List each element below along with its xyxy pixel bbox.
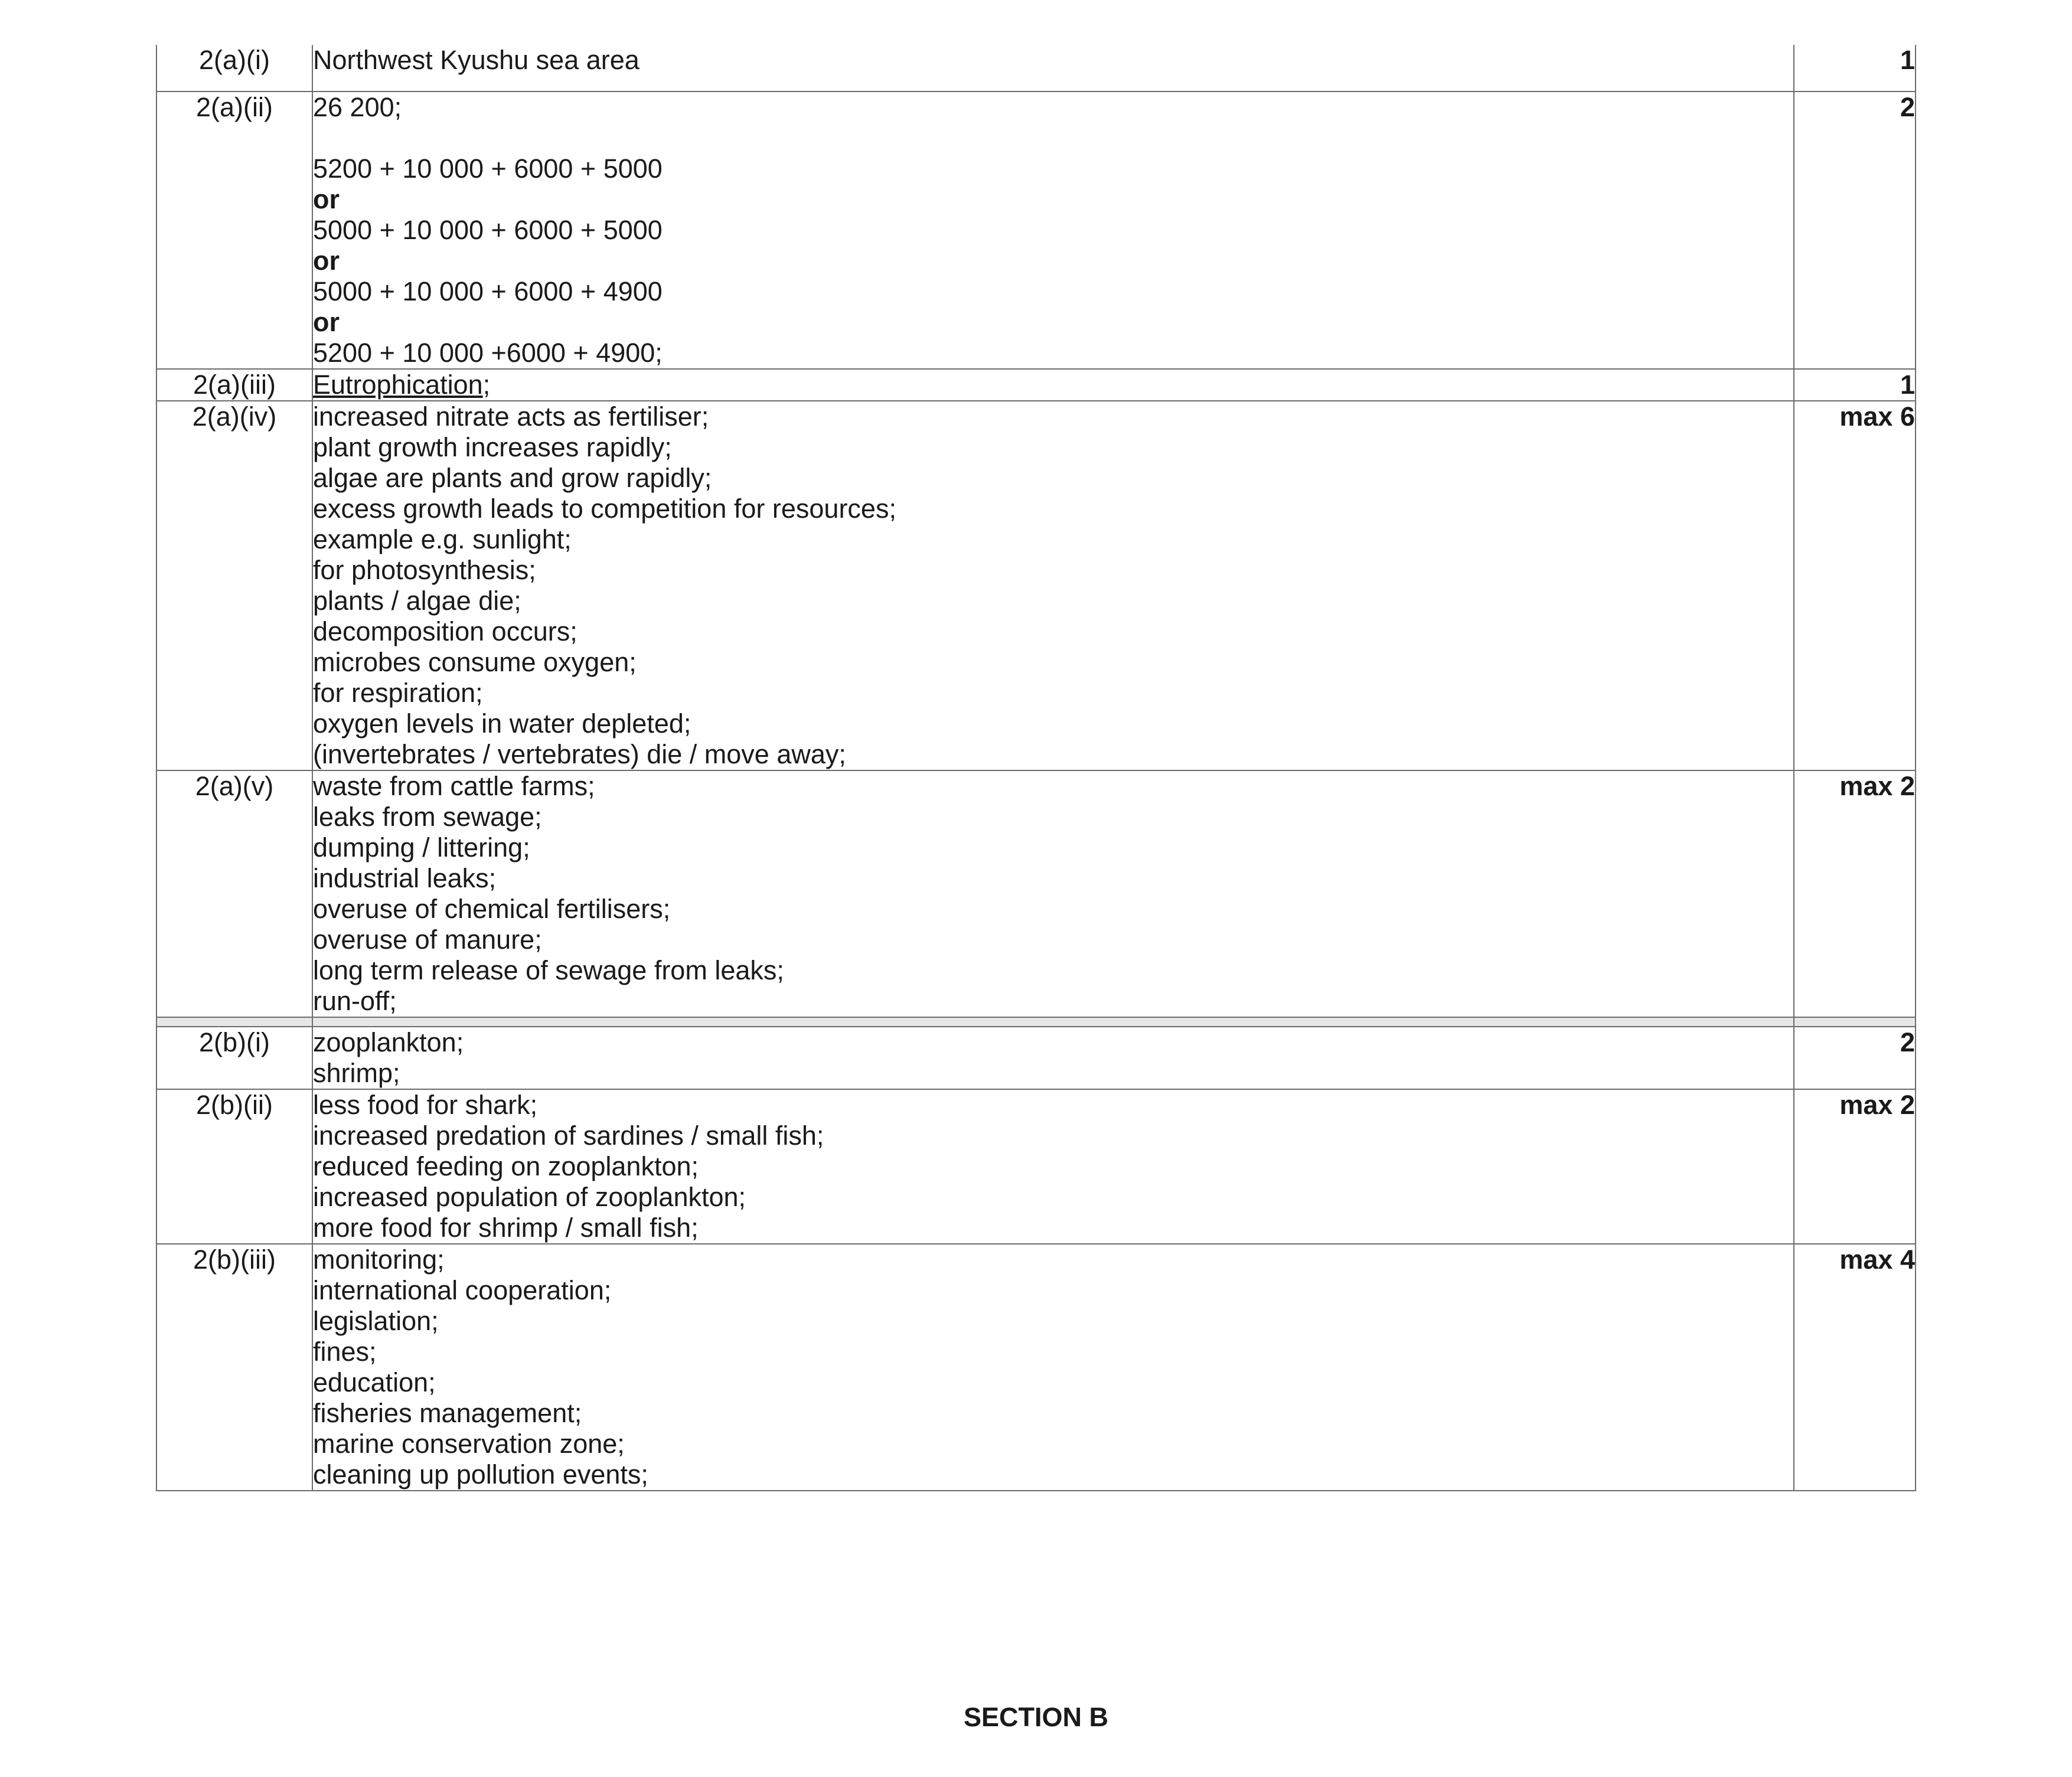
marks-cell: max 2 [1794,770,1916,1017]
answer-line: for photosynthesis; [313,555,536,585]
table-row [156,401,1916,770]
answer-line: industrial leaks; [313,863,497,893]
key-term: Eutrophication [313,370,483,400]
question-number: 2(a)(i) [156,45,312,92]
mark-scheme-table [156,45,1916,1491]
answer-line: dumping / littering; [313,832,530,863]
or-connector: or [313,184,340,214]
answer-line: international cooperation; [313,1275,612,1305]
answer-line: run-off; [313,986,397,1016]
answer-line: more food for shrimp / small fish; [313,1213,699,1243]
table-separator [156,1017,1916,1027]
answer-line: microbes consume oxygen; [313,647,637,677]
question-number: 2(a)(v) [156,770,312,1017]
separator-cell [156,1017,312,1027]
answer-cell [312,1089,1794,1244]
answer-cell [312,92,1794,369]
answer-line: plants / algae die; [313,586,521,616]
answer-line: algae are plants and grow rapidly; [313,463,712,493]
answer-line: leaks from sewage; [313,802,542,832]
answer-cell [312,1027,1794,1089]
punctuation: ; [482,370,491,400]
answer-cell [312,401,1794,770]
or-connector: or [313,246,340,276]
table-row [156,92,1916,369]
answer-cell [312,45,1794,92]
answer-line: overuse of chemical fertilisers; [313,894,671,924]
spacer [313,123,1793,153]
marks-cell: 2 [1794,1027,1916,1089]
answer-line: decomposition occurs; [313,616,577,646]
table-row [156,1027,1916,1089]
answer-line: 5200 + 10 000 +6000 + 4900; [313,338,663,368]
marks-cell: 2 [1794,92,1916,369]
answer-line: increased population of zooplankton; [313,1182,746,1212]
table-row [156,770,1916,1017]
answer-line: education; [313,1367,436,1397]
answer-line: example e.g. sunlight; [313,524,572,554]
answer-line: marine conservation zone; [313,1429,625,1459]
question-number: 2(b)(ii) [156,1089,312,1244]
answer-cell [312,1244,1794,1491]
table-row [156,1089,1916,1244]
answer-line: fisheries management; [313,1398,582,1428]
marks-cell: 1 [1794,45,1916,92]
answer-line: 5200 + 10 000 + 6000 + 5000 [313,153,663,184]
question-number: 2(b)(i) [156,1027,312,1089]
table-row [156,45,1916,92]
answer-line: excess growth leads to competition for resources; [313,494,896,524]
answer-line: 26 200; [313,92,402,122]
question-number: 2(a)(ii) [156,92,312,369]
answer-cell [312,770,1794,1017]
answer-line: long term release of sewage from leaks; [313,955,784,985]
separator-cell [312,1017,1794,1027]
question-number: 2(b)(iii) [156,1244,312,1491]
answer-cell [312,369,1794,401]
table-row [156,1244,1916,1491]
mark-scheme-page [156,45,1916,1491]
answer-line: reduced feeding on zooplankton; [313,1151,699,1181]
answer-line: increased predation of sardines / small fish; [313,1121,824,1151]
question-number: 2(a)(iii) [156,369,312,401]
answer-line: legislation; [313,1306,439,1336]
question-number: 2(a)(iv) [156,401,312,770]
answer-line: waste from cattle farms; [313,771,595,801]
answer-line: cleaning up pollution events; [313,1459,648,1489]
table-row [156,369,1916,401]
answer-line: increased nitrate acts as fertiliser; [313,401,709,432]
answer-line: fines; [313,1337,377,1367]
answer-line: monitoring; [313,1244,445,1275]
answer-line: Northwest Kyushu sea area [313,45,639,75]
answer-line: overuse of manure; [313,925,542,955]
answer-line: less food for shark; [313,1090,538,1120]
answer-line [313,370,1793,400]
answer-line: 5000 + 10 000 + 6000 + 5000 [313,215,663,245]
answer-line: 5000 + 10 000 + 6000 + 4900 [313,276,663,306]
marks-cell: max 4 [1794,1244,1916,1491]
marks-cell: max 2 [1794,1089,1916,1244]
separator-cell [1794,1017,1916,1027]
answer-line: plant growth increases rapidly; [313,432,672,462]
answer-line: oxygen levels in water depleted; [313,708,691,739]
answer-line: (invertebrates / vertebrates) die / move away; [313,739,846,769]
or-connector: or [313,307,340,337]
section-heading: SECTION B [963,1702,1109,1732]
answer-line: for respiration; [313,678,483,708]
marks-cell: max 6 [1794,401,1916,770]
answer-line: shrimp; [313,1058,400,1088]
marks-cell: 1 [1794,369,1916,401]
answer-line: zooplankton; [313,1027,464,1057]
